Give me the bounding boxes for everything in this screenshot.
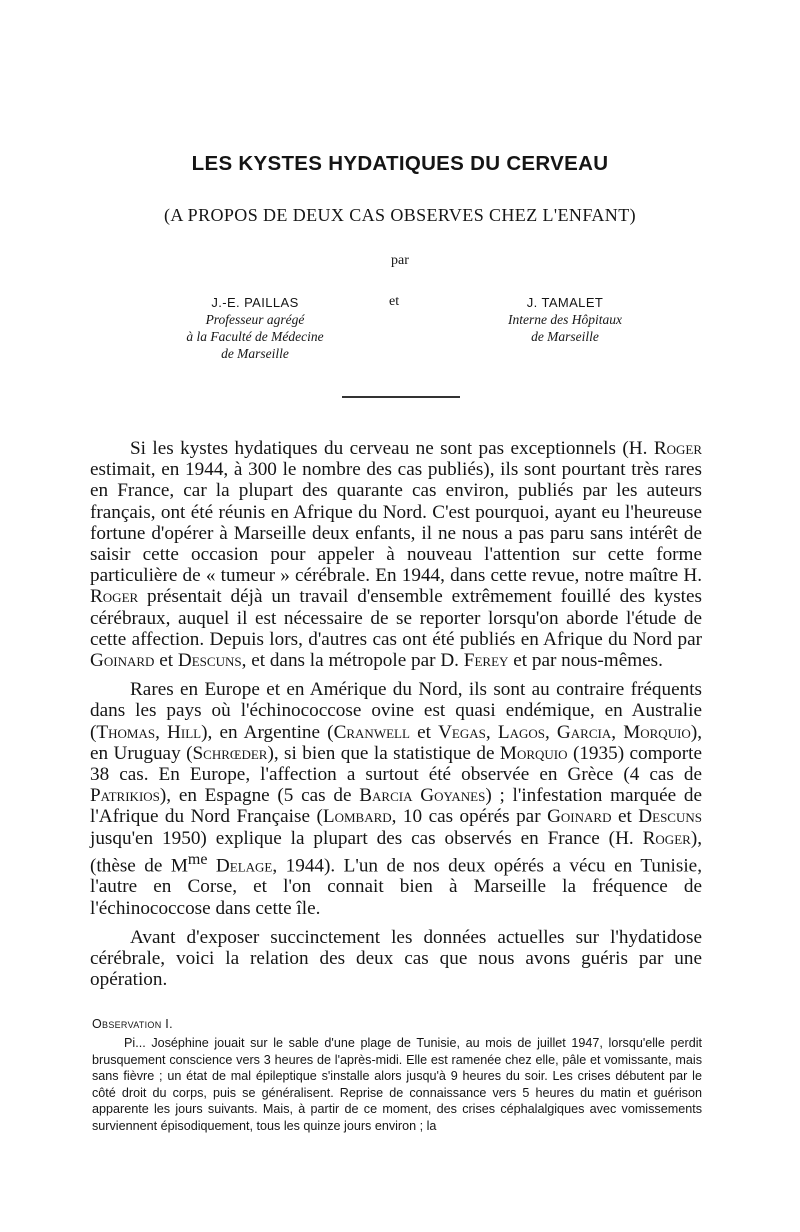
- article-body: [90, 438, 702, 998]
- author-affiliation: à la Faculté de Médecine: [186, 329, 324, 344]
- author-citation: Descuns: [638, 806, 702, 828]
- author-citation: Morquio: [623, 721, 691, 743]
- author-citation: Schrœder: [192, 742, 268, 764]
- author-citation: Cranwell: [333, 721, 410, 743]
- byline-par: par: [391, 253, 409, 268]
- author-citation: Lagos: [497, 721, 545, 743]
- author-affiliation: de Marseille: [531, 329, 599, 344]
- author-affiliation: de Marseille: [221, 346, 289, 361]
- author-citation: Roger: [90, 586, 139, 608]
- observation-text: [92, 1035, 702, 1134]
- body-paragraph-1: Si les kystes hydatiques du cerveau ne sont pas exceptionnels (H. Roger estimait, en 1944, à 300 le nombre des cas publiés), ils sont pourtant très rares en France, car la plupart des quarante cas environ, publiés par les auteurs français, ont été réunis en Afrique du Nord. C'est pourquoi, ayant eu l'heureuse fortune d'opérer à Marseille deux enfants, il ne nous a pas paru sans intérêt de saisir cette occasion pour appeler à nouveau l'attention sur cette forme particulière de « tumeur » cérébrale. En 1944, dans cette revue, notre maître H. Roger présentait déjà un travail d'ensemble extrêmement fouillé des kystes cérébraux, auquel il est nécessaire de se reporter lorsqu'on aborde l'étude de cette affection. Depuis lors, d'autres cas ont été publiés en Afrique du Nord par Goinard et Descuns, et dans la métropole par D. Ferey et par nous-mêmes.: [90, 438, 702, 672]
- separator-rule: [342, 396, 460, 398]
- author-name: J. TAMALET: [526, 295, 604, 310]
- author-conjunction: et: [389, 294, 400, 309]
- author-affiliation: Interne des Hôpitaux: [508, 312, 622, 327]
- body-paragraph-3: Avant d'exposer succinctement les données actuelles sur l'hydatidose cérébrale, voici la relation des deux cas que nous avons guéris par une opération.: [90, 926, 702, 991]
- author-name: J.-E. PAILLAS: [211, 295, 299, 310]
- author-citation: Patrikios: [90, 785, 160, 807]
- author-block-1: [130, 294, 380, 362]
- article-subtitle: (A PROPOS DE DEUX CAS OBSERVES CHEZ L'ENFANT): [163, 205, 636, 225]
- author-citation: Thomas: [96, 721, 156, 743]
- author-citation: Goinard: [547, 806, 612, 828]
- author-citation: Hill: [167, 721, 202, 743]
- body-paragraph-2: Rares en Europe et en Amérique du Nord, ils sont au contraire fréquents dans les pays où l'échinococcose ovine est quasi endémique, en Australie (Thomas, Hill), en Argentine (Cranwell et Vegas, Lagos, Garcia, Morquio), en Uruguay (Schrœder), si bien que la statistique de Morquio (1935) comporte 38 cas. En Europe, l'affection a surtout été observée en Grèce (4 cas de Patrikios), en Espagne (5 cas de Barcia Goyanes) ; l'infestation marquée de l'Afrique du Nord Française (Lombard, 10 cas opérés par Goinard et Descuns jusqu'en 1950) explique la plupart des cas observés en France (H. Roger), (thèse de $M^{me}$ Delage, 1944). L'un de nos deux opérés a vécu en Tunisie, l'autre en Corse, et l'on connait bien à Marseille la fréquence de l'échinococcose dans cette île.: [90, 679, 702, 919]
- author-citation: Barcia Goyanes: [359, 785, 486, 807]
- author-affiliation: Professeur agrégé: [205, 312, 305, 327]
- author-citation: Vegas: [438, 721, 486, 743]
- author-block-2: [440, 294, 690, 345]
- article-title: LES KYSTES HYDATIQUES DU CERVEAU: [191, 152, 609, 175]
- author-citation: Delage: [215, 855, 273, 877]
- author-citation: Ferey: [463, 650, 509, 672]
- author-citation: Morquio: [499, 742, 568, 764]
- author-citation: Goinard: [90, 650, 155, 672]
- observation-paragraph: Pi... Joséphine jouait sur le sable d'une plage de Tunisie, au mois de juillet 1947, lorsqu'elle perdit brusquement conscience vers 3 heures de l'après-midi. Elle est ramenée chez elle, pâle et vomissante, mais sans fièvre ; un état de mal épileptique s'installe alors jusqu'à 9 heures du soir. Les crises débutent par le côté droit du corps, puis se généralisent. Reprise de connaissance vers 5 heures du matin et guérison apparente les jours suivants. Mais, à partir de ce moment, des crises céphalalgiques avec vomissements surviennent épisodiquement, tous les quinze jours environ ; la: [92, 1036, 702, 1133]
- author-citation: Garcia: [556, 721, 612, 743]
- observation-heading: Observation I.: [92, 1017, 173, 1031]
- author-citation: Lombard: [322, 806, 392, 828]
- author-citation: Descuns: [177, 650, 242, 672]
- author-citation: Roger: [653, 438, 702, 459]
- author-citation: Roger: [642, 827, 691, 849]
